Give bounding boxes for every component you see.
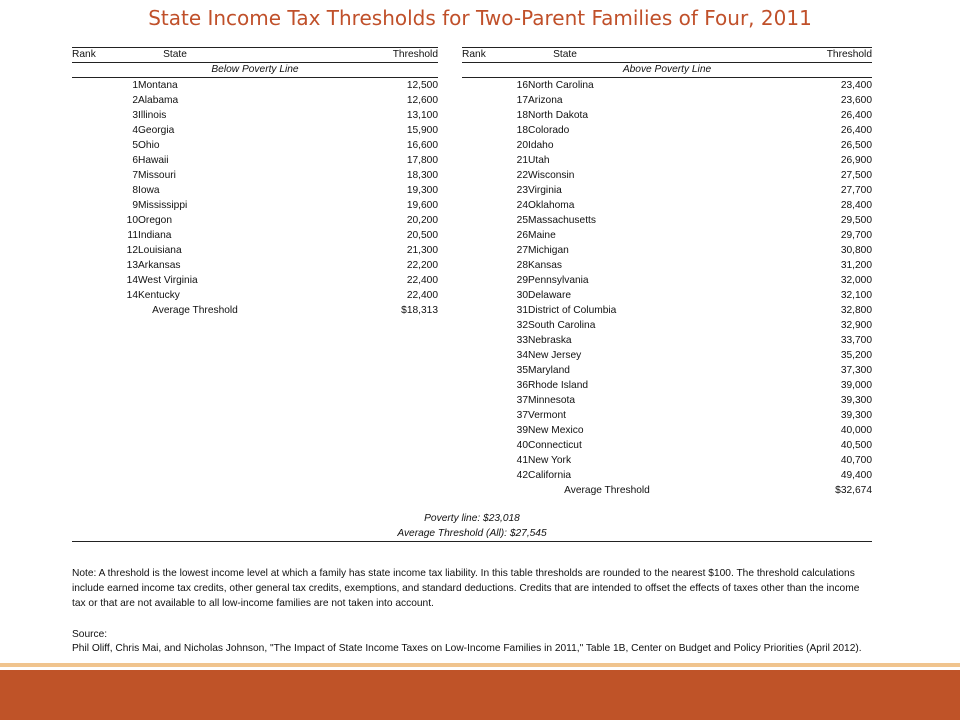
- state-cell: Delaware: [528, 290, 572, 301]
- threshold-cell: 26,400: [840, 110, 872, 121]
- state-cell: Montana: [138, 80, 178, 91]
- table-row: [462, 423, 872, 438]
- state-cell: Oklahoma: [528, 200, 575, 211]
- table-row: [462, 228, 872, 243]
- threshold-cell: 26,500: [840, 140, 872, 151]
- threshold-cell: 29,500: [840, 215, 872, 226]
- table-row: [72, 243, 438, 258]
- rank-cell: 30: [516, 290, 528, 301]
- state-header: State: [163, 49, 187, 60]
- state-cell: Ohio: [138, 140, 160, 151]
- state-cell: Arizona: [528, 95, 563, 106]
- rank-cell: 35: [516, 365, 528, 376]
- rank-cell: 36: [516, 380, 528, 391]
- table-row: [72, 78, 438, 93]
- rank-cell: 32: [516, 320, 528, 331]
- state-cell: Idaho: [528, 140, 554, 151]
- threshold-cell: 20,200: [406, 215, 438, 226]
- rank-cell: 5: [132, 140, 138, 151]
- threshold-cell: 39,300: [840, 395, 872, 406]
- threshold-cell: 27,700: [840, 185, 872, 196]
- table-row: [462, 363, 872, 378]
- table-row: [462, 468, 872, 483]
- table-row: [72, 228, 438, 243]
- rank-cell: 18: [516, 110, 528, 121]
- state-cell: Alabama: [138, 95, 179, 106]
- threshold-cell: 17,800: [406, 155, 438, 166]
- table-row: [462, 78, 872, 93]
- state-cell: Arkansas: [138, 260, 181, 271]
- rank-cell: 7: [132, 170, 138, 181]
- state-cell: New Mexico: [528, 425, 584, 436]
- threshold-cell: 37,300: [840, 365, 872, 376]
- threshold-cell: 31,200: [840, 260, 872, 271]
- rank-cell: 14: [126, 290, 138, 301]
- table-header: [462, 47, 872, 63]
- table-row: [72, 183, 438, 198]
- section-label: Above Poverty Line: [462, 63, 872, 78]
- threshold-cell: 20,500: [406, 230, 438, 241]
- rank-cell: 4: [132, 125, 138, 136]
- state-cell: Georgia: [138, 125, 175, 136]
- table-row: [72, 108, 438, 123]
- rank-cell: 24: [516, 200, 528, 211]
- rank-cell: 6: [132, 155, 138, 166]
- state-cell: Vermont: [528, 410, 566, 421]
- threshold-cell: 12,500: [406, 80, 438, 91]
- table-row: [72, 258, 438, 273]
- state-cell: Minnesota: [528, 395, 576, 406]
- state-cell: Colorado: [528, 125, 570, 136]
- rank-cell: 21: [516, 155, 528, 166]
- rank-cell: 42: [516, 470, 528, 481]
- rank-cell: 41: [516, 455, 528, 466]
- rank-cell: 14: [126, 275, 138, 286]
- state-cell: Massachusetts: [528, 215, 596, 226]
- state-cell: District of Columbia: [528, 305, 617, 316]
- table-row: [462, 438, 872, 453]
- state-cell: Michigan: [528, 245, 569, 256]
- average-label: Average Threshold: [152, 305, 238, 316]
- threshold-cell: 39,300: [840, 410, 872, 421]
- table-row: [462, 183, 872, 198]
- rank-header: Rank: [72, 49, 96, 60]
- threshold-cell: 23,400: [840, 80, 872, 91]
- state-cell: Indiana: [138, 230, 172, 241]
- state-cell: California: [528, 470, 572, 481]
- state-cell: Illinois: [138, 110, 167, 121]
- state-cell: Iowa: [138, 185, 160, 196]
- rank-cell: 20: [516, 140, 528, 151]
- table-row: [462, 108, 872, 123]
- rank-cell: 26: [516, 230, 528, 241]
- rank-cell: 33: [516, 335, 528, 346]
- below-poverty-table: [72, 47, 438, 318]
- rank-cell: 23: [516, 185, 528, 196]
- rank-cell: 29: [516, 275, 528, 286]
- table-row: [462, 288, 872, 303]
- table-row: [72, 168, 438, 183]
- state-cell: Louisiana: [138, 245, 182, 256]
- table-row: [72, 288, 438, 303]
- rank-cell: 10: [126, 215, 138, 226]
- average-value: $18,313: [401, 305, 438, 316]
- rank-cell: 12: [126, 245, 138, 256]
- threshold-cell: 35,200: [840, 350, 872, 361]
- table-row: [462, 153, 872, 168]
- threshold-cell: 13,100: [406, 110, 438, 121]
- table-row: [72, 123, 438, 138]
- threshold-cell: 22,400: [406, 290, 438, 301]
- table-row: [72, 273, 438, 288]
- state-cell: Pennsylvania: [528, 275, 589, 286]
- average-all: Average Threshold (All): $27,545: [72, 526, 872, 542]
- section-label: Below Poverty Line: [72, 63, 438, 78]
- table-row: [72, 93, 438, 108]
- above-poverty-table: [462, 47, 872, 498]
- threshold-cell: 15,900: [406, 125, 438, 136]
- accent-line: [0, 663, 960, 667]
- table-row: [462, 408, 872, 423]
- threshold-cell: 12,600: [406, 95, 438, 106]
- threshold-cell: 29,700: [840, 230, 872, 241]
- threshold-cell: 49,400: [840, 470, 872, 481]
- threshold-cell: 32,900: [840, 320, 872, 331]
- table-row: [72, 213, 438, 228]
- rank-cell: 39: [516, 425, 528, 436]
- rank-cell: 13: [126, 260, 138, 271]
- threshold-cell: 32,100: [840, 290, 872, 301]
- threshold-cell: 40,500: [840, 440, 872, 451]
- page-title: State Income Tax Thresholds for Two-Parent Families of Four, 2011: [148, 6, 812, 30]
- state-cell: Mississippi: [138, 200, 188, 211]
- rank-cell: 16: [516, 80, 528, 91]
- threshold-cell: 32,000: [840, 275, 872, 286]
- threshold-cell: 40,700: [840, 455, 872, 466]
- state-cell: Oregon: [138, 215, 172, 226]
- table-row: [72, 138, 438, 153]
- rank-header: Rank: [462, 49, 486, 60]
- state-cell: North Dakota: [528, 110, 589, 121]
- source-text: Phil Oliff, Chris Mai, and Nicholas Johnson, "The Impact of State Income Taxes on Low-Income Families in 2011," Table 1B, Center on Budget and Policy Priorities (April 2012).: [72, 643, 862, 654]
- rank-cell: 34: [516, 350, 528, 361]
- table-row: [462, 393, 872, 408]
- state-header: State: [553, 49, 577, 60]
- state-cell: Connecticut: [528, 440, 582, 451]
- poverty-line: Poverty line: $23,018: [424, 513, 520, 524]
- threshold-cell: 21,300: [406, 245, 438, 256]
- state-cell: Missouri: [138, 170, 176, 181]
- state-cell: Kentucky: [138, 290, 180, 301]
- rank-cell: 11: [127, 230, 138, 241]
- threshold-cell: 16,600: [406, 140, 438, 151]
- rank-cell: 28: [516, 260, 528, 271]
- rank-cell: 17: [516, 95, 528, 106]
- table-body: [72, 78, 438, 303]
- state-cell: Maine: [528, 230, 556, 241]
- state-cell: Kansas: [528, 260, 562, 271]
- table-row: [462, 333, 872, 348]
- table-row: [462, 258, 872, 273]
- state-cell: Utah: [528, 155, 550, 166]
- table-row: [462, 123, 872, 138]
- table-row: [462, 213, 872, 228]
- state-cell: West Virginia: [138, 275, 198, 286]
- table-row: [462, 318, 872, 333]
- rank-cell: 37: [516, 410, 528, 421]
- rank-cell: 2: [132, 95, 138, 106]
- table-body: [462, 78, 872, 483]
- rank-cell: 31: [516, 305, 528, 316]
- state-cell: Nebraska: [528, 335, 572, 346]
- state-cell: Wisconsin: [528, 170, 575, 181]
- average-value: $32,674: [835, 485, 872, 496]
- rank-cell: 1: [132, 80, 138, 91]
- rank-cell: 3: [132, 110, 138, 121]
- state-cell: Maryland: [528, 365, 570, 376]
- threshold-cell: 40,000: [840, 425, 872, 436]
- threshold-cell: 30,800: [840, 245, 872, 256]
- table-row: [462, 138, 872, 153]
- state-cell: North Carolina: [528, 80, 594, 91]
- threshold-cell: 28,400: [840, 200, 872, 211]
- threshold-cell: 39,000: [840, 380, 872, 391]
- table-row: [462, 273, 872, 288]
- table-row: [72, 198, 438, 213]
- threshold-cell: 26,900: [840, 155, 872, 166]
- threshold-cell: 18,300: [406, 170, 438, 181]
- rank-cell: 18: [516, 125, 528, 136]
- table-row: [462, 378, 872, 393]
- threshold-header: Threshold: [392, 49, 438, 60]
- rank-cell: 37: [516, 395, 528, 406]
- threshold-cell: 22,200: [406, 260, 438, 271]
- threshold-cell: 32,800: [840, 305, 872, 316]
- table-row: [462, 93, 872, 108]
- source-label: Source:: [72, 629, 108, 640]
- threshold-cell: 19,600: [406, 200, 438, 211]
- rank-cell: 22: [516, 170, 528, 181]
- state-cell: Hawaii: [138, 155, 169, 166]
- state-cell: New York: [528, 455, 572, 466]
- threshold-cell: 23,600: [840, 95, 872, 106]
- note-text: Note: A threshold is the lowest income level at which a family has state income tax liability. In this table thresholds are rounded to the nearest $100. The threshold calculations include earned income tax credits, other general tax credits, exemptions, and standard deductions. Credits that are intended to offset the effects of taxes other than the income tax or that are not available to all low-income families are not taken into account.: [72, 568, 860, 609]
- table-row: [462, 243, 872, 258]
- average-row: [462, 483, 872, 498]
- table-row: [462, 348, 872, 363]
- rank-cell: 8: [132, 185, 138, 196]
- rank-cell: 9: [132, 200, 138, 211]
- table-row: [462, 453, 872, 468]
- state-cell: Rhode Island: [528, 380, 589, 391]
- table-header: [72, 47, 438, 63]
- threshold-cell: 26,400: [840, 125, 872, 136]
- table-row: [462, 303, 872, 318]
- threshold-cell: 27,500: [840, 170, 872, 181]
- rank-cell: 25: [516, 215, 528, 226]
- footer-bar: [0, 670, 960, 720]
- state-cell: South Carolina: [528, 320, 596, 331]
- threshold-cell: 33,700: [840, 335, 872, 346]
- threshold-cell: 19,300: [406, 185, 438, 196]
- average-row: [72, 303, 438, 318]
- state-cell: Virginia: [528, 185, 562, 196]
- state-cell: New Jersey: [528, 350, 582, 361]
- summary-lines: [72, 511, 872, 542]
- table-row: [462, 168, 872, 183]
- table-row: [462, 198, 872, 213]
- rank-cell: 40: [516, 440, 528, 451]
- average-label: Average Threshold: [564, 485, 650, 496]
- rank-cell: 27: [516, 245, 528, 256]
- table-row: [72, 153, 438, 168]
- threshold-cell: 22,400: [406, 275, 438, 286]
- threshold-header: Threshold: [826, 49, 872, 60]
